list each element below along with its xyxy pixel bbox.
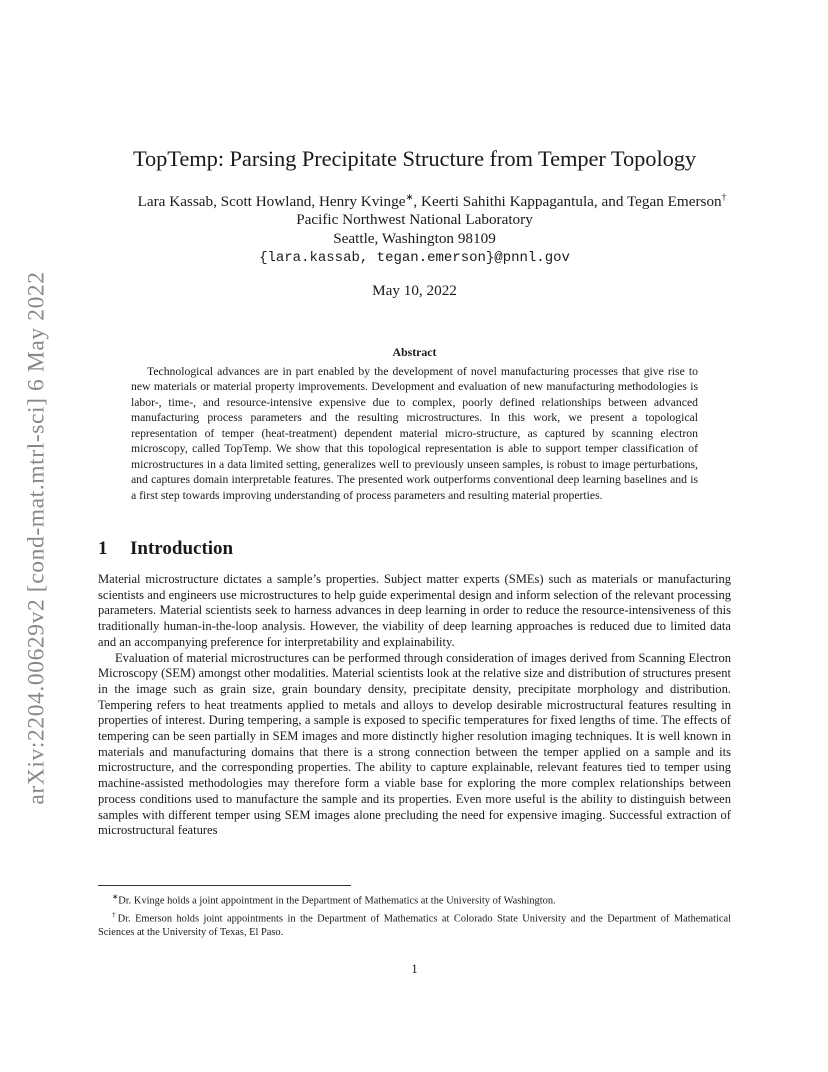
footnote [98,908,731,939]
footnote-mark: ∗ [112,892,119,901]
arxiv-identifier-text: arXiv:2204.00629v2 [cond-mat.mtrl-sci] 6 May 2022 [23,271,50,805]
authors-part-1: Lara Kassab, Scott Howland, Henry Kvinge [137,193,406,211]
paper-date: May 10, 2022 [372,282,457,299]
footnote-divider [98,885,351,886]
author-list [88,192,776,211]
paper-title: TopTemp: Parsing Precipitate Structure from Temper Topology [132,146,697,171]
footnote-text: Dr. Emerson holds joint appointments in the Department of Mathematics at Colorado State University and the Department of Mathematical Sciences at the University of Texas, El Paso. [98,913,731,938]
section-heading [98,538,233,560]
section-number: 1 [98,538,108,559]
page-number: 1 [411,962,418,976]
arxiv-identifier [20,238,54,838]
footnote-mark: † [112,909,118,919]
author-email: {lara.kassab, tegan.emerson}@pnnl.gov [259,250,570,266]
footnotes [98,890,731,939]
location: Seattle, Washington 98109 [333,230,496,247]
abstract-heading: Abstract [392,345,437,359]
paragraph: Material microstructure dictates a sample’s properties. Subject matter experts (SMEs) such as materials or manufacturing scientists and engineers use microstructures to help guide experimental design and inform selection of the relevant processing parameters. Material scientists seek to harness advances in deep learning in order to reduce the resource-intensiveness of this traditionally human-in-the-loop analysis. However, the viability of deep learning approaches is reduced due to limited data and an accompanying preference for interpretability and explainability. [98,572,731,649]
footnote [98,890,731,908]
section-title: Introduction [130,538,234,559]
abstract-text: Technological advances are in part enabled by the development of novel manufacturing processes that give rise to new materials or material property improvements. Development and evaluation of new manufacturing methodologies is labor-, time-, and resource-intensive expensive due to complex, poorly defined relationships between advanced manufacturing process parameters and the resulting microstructures. In this work, we present a topological representation of temper (heat-treatment) dependent material micro-structure, as captured by scanning electron microscopy, called TopTemp. We show that this topological representation is able to support temper classification of microstructures in a data limited setting, generalizes well to previously unseen samples, is robust to image perturbations, and captures domain interpretable features. The presented work outperforms conventional deep learning baselines and is a first step towards improving understanding of process parameters and resulting material properties. [131,365,698,502]
footnote-mark-1: ∗ [405,193,414,203]
footnote-mark-2: † [721,193,727,203]
section-body [98,572,731,839]
authors-part-2: , Keerti Sahithi Kappagantula, and Tegan Emerson [413,193,722,211]
footnote-text: Dr. Kvinge holds a joint appointment in the Department of Mathematics at the University of Washington. [118,895,556,907]
paragraph: Evaluation of material microstructures can be performed through consideration of images derived from Scanning Electron Microscopy (SEM) amongst other modalities. Material scientists look at the relative size and distribution of structures present in the image such as grain size, grain boundary density, precipitate density, precipitate morphology and distribution. Tempering refers to heat treatments applied to metals and alloys to develop desirable microstructural features resulting in properties of interest. During tempering, a sample is exposed to specific temperatures for fixed lengths of time. The effects of tempering can be seen partially in SEM images and more distinctly higher resolution imaging techniques. It is well known in materials and manufacturing domains that there is a strong connection between the temper applied on a sample and its microstructure, and the corresponding properties. The ability to capture explainable, relevant features tied to temper using machine-assisted methodologies may therefore form a viable base for exploring the more complex relationships between process conditions used to manufacture the sample and its properties. Even more useful is the ability to distinguish between samples with different temper using SEM images alone precluding the need for expensive imaging. Successful extraction of microstructural features [98,650,731,838]
affiliation: Pacific Northwest National Laboratory [296,211,533,228]
